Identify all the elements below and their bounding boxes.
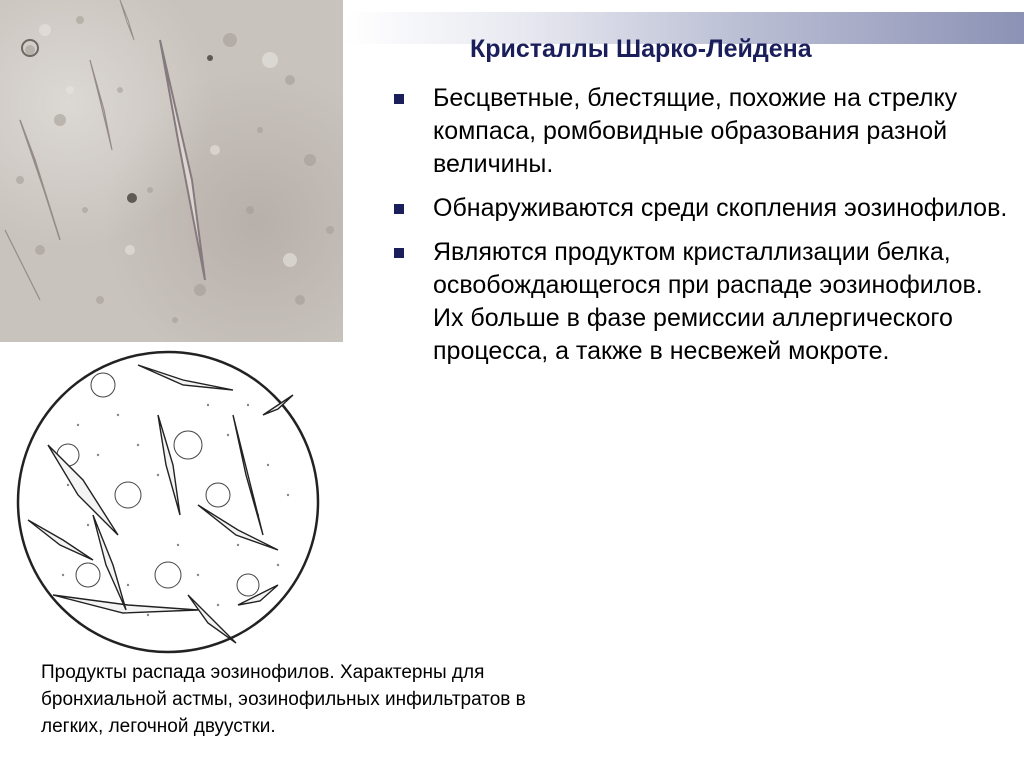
bullet-text: Бесцветные, блестящие, похожие на стрелку компаса, ромбовидные образования разной величины. [433,84,958,178]
bullet-text: Являются продуктом кристаллизации белка, освобождающегося при распаде эозинофилов. Их больше в фазе ремиссии аллергического процесса, а также в несвежей мокроте. [433,238,983,365]
slide-title: Кристаллы Шарко-Лейдена [470,35,812,63]
bullet-item [392,192,1017,225]
micrograph-illustration [0,0,343,342]
square-bullet-icon [394,94,404,104]
square-bullet-icon [394,248,404,258]
bullet-item [392,236,1017,368]
bullet-item [392,82,1017,181]
bullet-list [392,82,1017,379]
figure-caption: Продукты распада эозинофилов. Характерны для бронхиальной астмы, эозинофильных инфильтратов в легких, легочной двуустки. [41,662,526,737]
square-bullet-icon [394,204,404,214]
crystals-drawing [8,345,328,660]
micrograph-photo [0,0,343,342]
bullet-text: Обнаруживаются среди скопления эозинофилов. [433,194,1008,222]
